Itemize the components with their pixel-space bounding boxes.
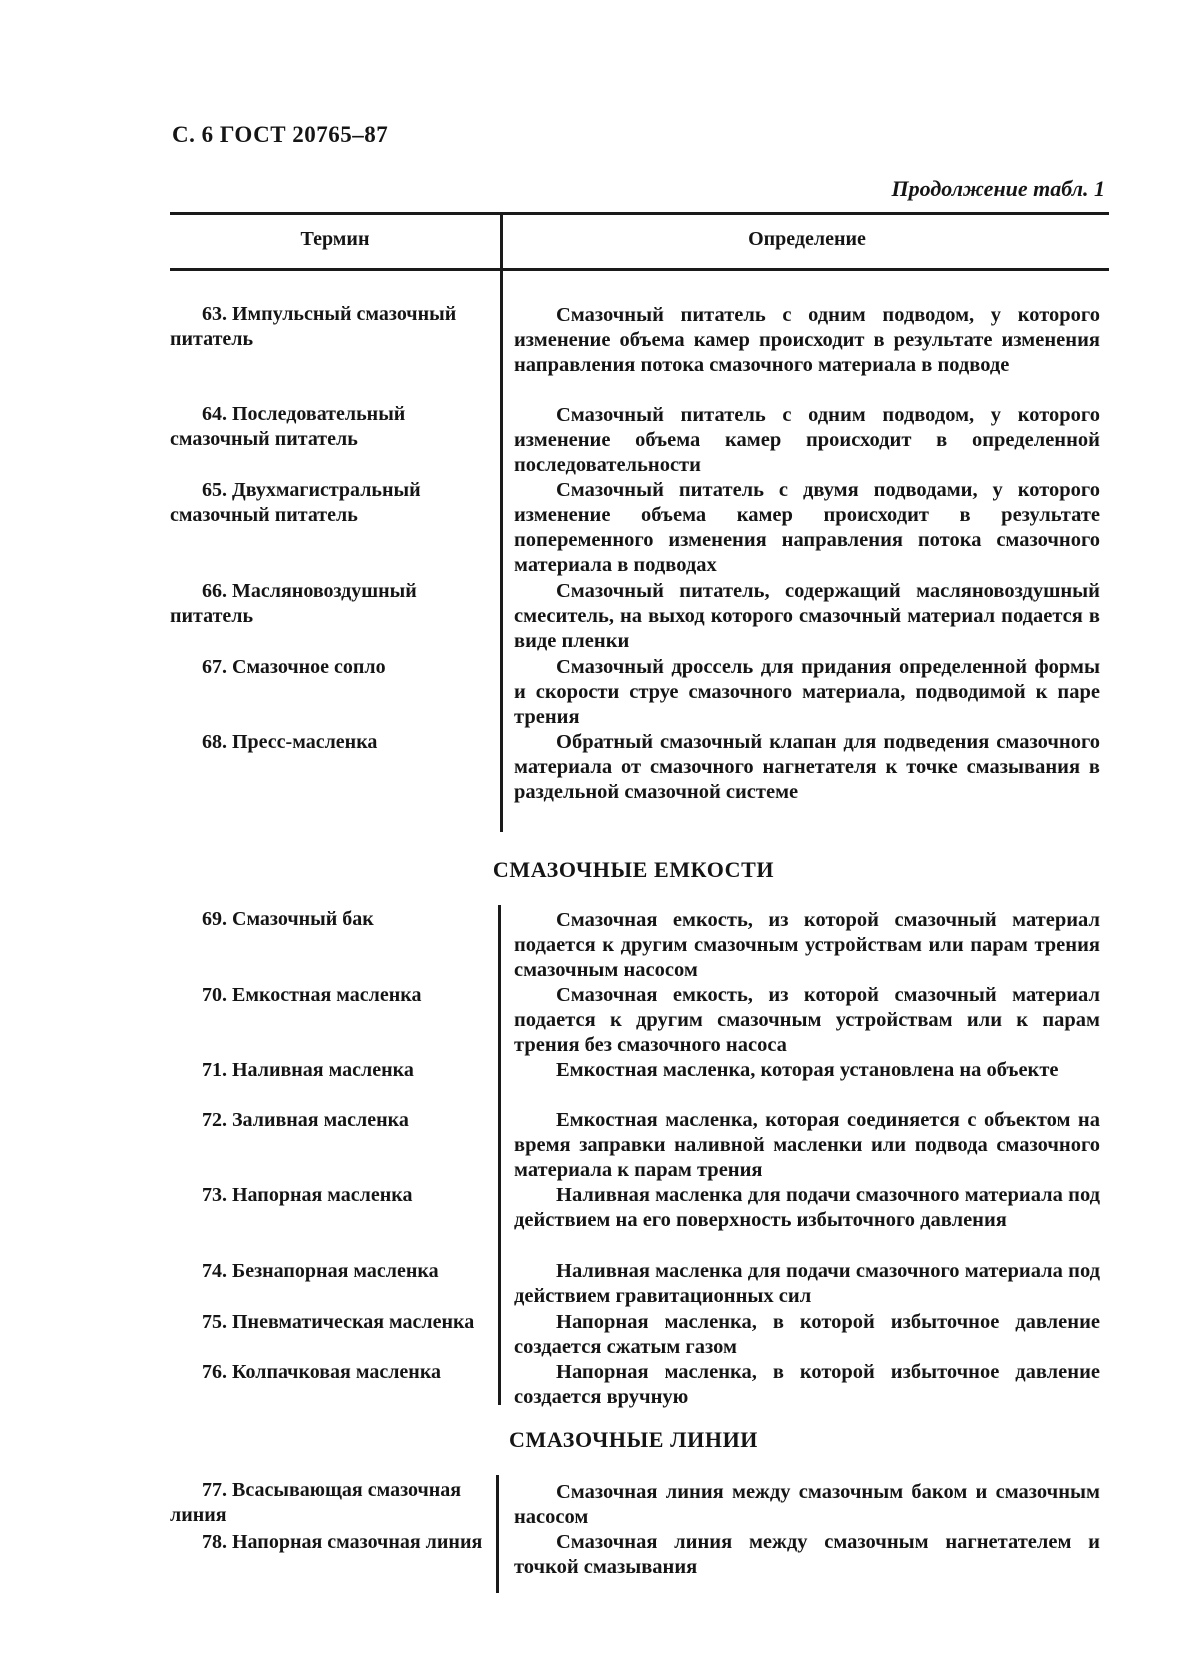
term-65: 65. Двухмагистральный смазочный питатель <box>170 479 421 526</box>
term-76: 76. Колпачковая масленка <box>202 1361 442 1383</box>
column-divider <box>498 905 501 1405</box>
page-header: С. 6 ГОСТ 20765–87 <box>172 122 389 147</box>
column-header-term: Термин <box>300 228 370 250</box>
definition-77: Смазочная линия между смазочным баком и смазочным насосом <box>514 1481 1100 1528</box>
section-heading-lubricant-tanks: СМАЗОЧНЫЕ ЕМКОСТИ <box>492 857 775 882</box>
definition-66: Смазочный питатель, содержащий масляновоздушный смеситель, на выход которого смазочный материал подается в виде пленки <box>514 580 1100 652</box>
term-69: 69. Смазочный бак <box>202 908 374 930</box>
definition-68: Обратный смазочный клапан для подведения смазочного материала от смазочного нагнетателя к точке смазывания в раздельной смазочной системе <box>514 731 1100 803</box>
definition-73: Наливная масленка для подачи смазочного материала под действием на его поверхность избыточного давления <box>514 1184 1100 1231</box>
term-71: 71. Наливная масленка <box>202 1059 414 1081</box>
definition-74: Наливная масленка для подачи смазочного материала под действием гравитационных сил <box>514 1260 1100 1307</box>
definition-71: Емкостная масленка, которая установлена на объекте <box>556 1059 1059 1081</box>
term-66: 66. Масляновоздушный питатель <box>170 580 417 627</box>
term-64: 64. Последовательный смазочный питатель <box>170 403 406 450</box>
definition-72: Емкостная масленка, которая соединяется с объектом на время заправки наливной масленки или подвода смазочного материала к парам трения <box>514 1109 1100 1181</box>
term-70: 70. Емкостная масленка <box>202 984 422 1006</box>
column-divider <box>500 212 503 832</box>
table-continuation-label: Продолжение табл. 1 <box>891 176 1105 201</box>
definition-67: Смазочный дроссель для придания определенной формы и скорости струе смазочного материала, подводимой к паре трения <box>514 656 1100 728</box>
term-74: 74. Безнапорная масленка <box>202 1260 439 1282</box>
term-68: 68. Пресс-масленка <box>202 731 378 753</box>
term-75: 75. Пневматическая масленка <box>202 1311 475 1333</box>
section-heading-lubrication-lines: СМАЗОЧНЫЕ ЛИНИИ <box>508 1427 759 1452</box>
column-header-definition: Определение <box>748 228 866 250</box>
column-divider <box>496 1475 499 1593</box>
definition-75: Напорная масленка, в которой избыточное давление создается сжатым газом <box>514 1311 1100 1358</box>
term-72: 72. Заливная масленка <box>202 1109 409 1131</box>
term-77: 77. Всасывающая смазочная линия <box>170 1479 462 1526</box>
table-top-rule <box>170 212 1109 215</box>
definition-65: Смазочный питатель с двумя подводами, у которого изменение объема камер происходит в результате попеременного изменения направления потока смазочного материала в подводах <box>514 479 1100 576</box>
definition-78: Смазочная линия между смазочным нагнетателем и точкой смазывания <box>514 1531 1100 1578</box>
definition-64: Смазочный питатель с одним подводом, у которого изменение объема камер происходит в определенной последовательности <box>514 404 1100 476</box>
term-73: 73. Напорная масленка <box>202 1184 413 1206</box>
term-63: 63. Импульсный смазочный питатель <box>170 303 457 350</box>
table-header-rule <box>170 268 1109 271</box>
term-78: 78. Напорная смазочная линия <box>202 1531 483 1553</box>
definition-69: Смазочная емкость, из которой смазочный материал подается к другим смазочным устройствам или парам трения смазочным насосом <box>514 909 1100 981</box>
term-67: 67. Смазочное сопло <box>202 656 386 678</box>
definition-76: Напорная масленка, в которой избыточное давление создается вручную <box>514 1361 1100 1408</box>
definition-70: Смазочная емкость, из которой смазочный материал подается к другим смазочным устройствам или к парам трения без смазочного насоса <box>514 984 1100 1056</box>
definition-63: Смазочный питатель с одним подводом, у которого изменение объема камер происходит в результате изменения направления потока смазочного материала в подводе <box>514 304 1100 376</box>
